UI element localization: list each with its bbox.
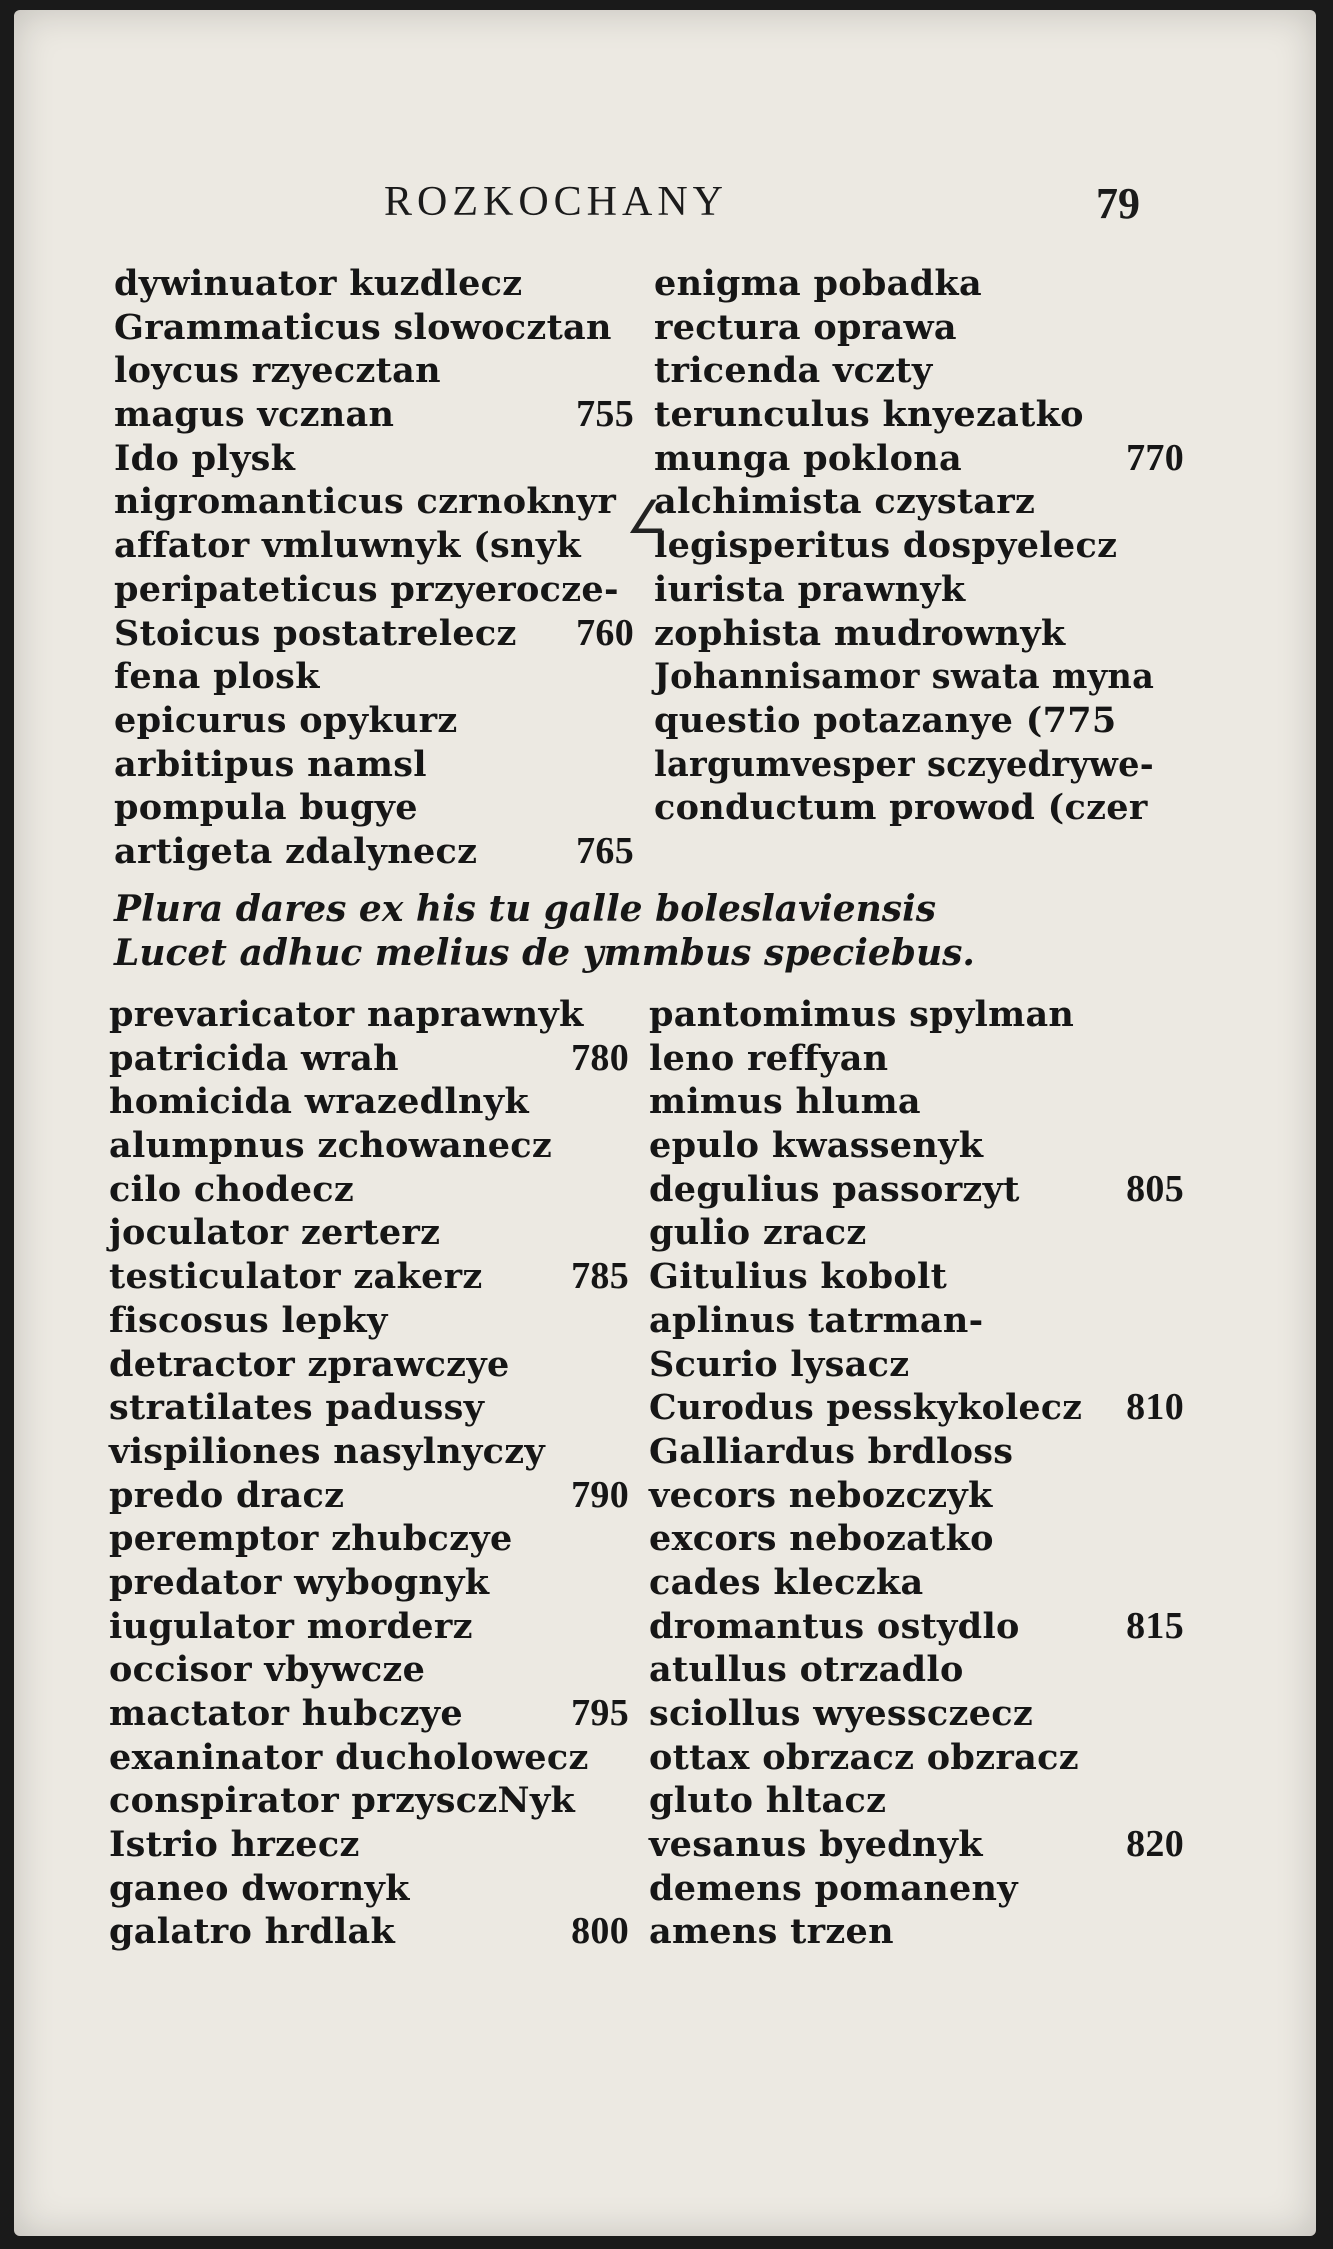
entry-text: joculator zerterz: [109, 1212, 441, 1254]
entry-text: pompula bugye: [114, 787, 418, 829]
glossary-entry: [109, 1386, 629, 1430]
line-number: 820: [1126, 1823, 1184, 1866]
entry-text: rectura oprawa: [654, 306, 957, 348]
entry-text: vecors nebozczyk: [649, 1474, 993, 1516]
entry-text: enigma pobadka: [654, 263, 982, 304]
glossary-entry: [654, 480, 1154, 524]
entry-text: prevaricator naprawnyk: [109, 994, 584, 1035]
glossary-entry: [114, 524, 634, 568]
glossary-entry: [649, 1386, 1184, 1430]
entry-text: artigeta zdalynecz: [114, 830, 478, 872]
glossary-entry: [114, 480, 634, 524]
entry-text: zophista mudrownyk: [654, 612, 1066, 654]
entry-text: magus vcznan: [114, 394, 395, 436]
glossary-entry: [649, 993, 1154, 1037]
glossary-entry: [109, 1430, 629, 1474]
glossary-entry: [654, 612, 1154, 656]
glossary-entry: [109, 1648, 629, 1692]
glossary-entry: [649, 1430, 1154, 1474]
block1-left-column: [114, 262, 634, 874]
line-number: 810: [1126, 1386, 1184, 1429]
entry-text: pantomimus spylman: [649, 994, 1075, 1035]
glossary-entry: [649, 1343, 1154, 1387]
entry-text: munga poklona: [654, 437, 962, 479]
glossary-entry: [649, 1648, 1154, 1692]
entry-text: epicurus opykurz: [114, 699, 458, 741]
page-header: [14, 178, 1316, 238]
running-head: ROZKOCHANY: [384, 179, 728, 225]
entry-text: iugulator morderz: [109, 1605, 473, 1647]
glossary-entry: [109, 1168, 629, 1212]
glossary-entry: [109, 993, 629, 1037]
entry-text: gluto hltacz: [649, 1780, 887, 1822]
entry-text: atullus otrzadlo: [649, 1649, 964, 1691]
glossary-entry: [109, 1211, 629, 1255]
glossary-entry: [649, 1474, 1154, 1518]
entry-text: epulo kwassenyk: [649, 1125, 984, 1167]
line-number: 805: [1126, 1167, 1184, 1210]
line-number: 795: [571, 1692, 629, 1734]
glossary-entry: [654, 262, 1154, 306]
entry-text: Galliardus brdloss: [649, 1430, 1014, 1472]
line-number: 815: [1126, 1604, 1184, 1647]
entry-text: affator vmluwnyk (snyk: [114, 525, 581, 567]
entry-text: gulio zracz: [649, 1212, 867, 1254]
line-number: 800: [571, 1910, 629, 1953]
glossary-entry: [649, 1867, 1154, 1911]
entry-text: ottax obrzacz obzracz: [649, 1736, 1079, 1778]
entry-text: mactator hubczye: [109, 1693, 463, 1734]
glossary-entry: [649, 1080, 1154, 1124]
glossary-entry: [114, 437, 634, 481]
line-number: 765: [576, 829, 634, 872]
ink-mark: ∠: [626, 490, 668, 544]
entry-text: predo dracz: [109, 1474, 345, 1516]
entry-text: demens pomaneny: [649, 1867, 1018, 1909]
entry-text: aplinus tatrman-: [649, 1299, 984, 1341]
glossary-entry: [114, 655, 634, 699]
entry-text: conspirator przysczNyk: [109, 1780, 576, 1822]
entry-text: Stoicus postatrelecz: [114, 612, 517, 654]
glossary-entry: [649, 1561, 1154, 1605]
glossary-entry: [649, 1692, 1154, 1736]
glossary-entry: [649, 1910, 1154, 1954]
glossary-entry: [114, 393, 634, 437]
entry-text: leno reffyan: [649, 1037, 889, 1079]
entry-text: dromantus ostydlo: [649, 1605, 1020, 1647]
entry-text: amens trzen: [649, 1911, 894, 1953]
glossary-entry: [109, 1299, 629, 1343]
block2-right-column: [649, 993, 1184, 1954]
entry-text: occisor vbywcze: [109, 1649, 426, 1691]
entry-text: Ido plysk: [114, 437, 296, 479]
glossary-entry: [109, 1867, 629, 1911]
line-number: 755: [576, 393, 634, 436]
entry-text: homicida wrazedlnyk: [109, 1081, 529, 1123]
line-number: 790: [571, 1473, 629, 1516]
glossary-entry: [109, 1605, 629, 1649]
entry-text: sciollus wyessczecz: [649, 1693, 1034, 1734]
entry-text: cilo chodecz: [109, 1168, 355, 1210]
glossary-entry: [649, 1299, 1154, 1343]
glossary-entry: [114, 699, 634, 743]
entry-text: Scurio lysacz: [649, 1343, 910, 1385]
glossary-entry: [109, 1823, 629, 1867]
entry-text: Gitulius kobolt: [649, 1256, 948, 1298]
glossary-entry: [114, 786, 634, 830]
verse-line: Plura dares ex his tu galle boleslaviensis: [114, 888, 937, 930]
entry-text: ganeo dwornyk: [109, 1867, 410, 1909]
glossary-entry: [654, 436, 1184, 481]
entry-text: detractor zprawczye: [109, 1343, 510, 1385]
line-number: 785: [571, 1255, 629, 1298]
glossary-entry: [114, 349, 634, 393]
entry-text: terunculus knyezatko: [654, 394, 1084, 436]
glossary-entry: [114, 830, 634, 874]
entry-text: fena plosk: [114, 656, 320, 698]
entry-text: Istrio hrzecz: [109, 1824, 360, 1866]
glossary-entry: [649, 1736, 1154, 1780]
entry-text: cades kleczka: [649, 1561, 924, 1603]
glossary-entry: [649, 1124, 1154, 1168]
glossary-entry: [109, 1474, 629, 1518]
glossary-entry: [114, 743, 634, 787]
entry-text: peremptor zhubczye: [109, 1518, 513, 1560]
glossary-entry: [109, 1037, 629, 1081]
glossary-entry: [649, 1779, 1154, 1823]
glossary-entry: [109, 1779, 629, 1823]
glossary-entry: [649, 1823, 1184, 1867]
glossary-entry: [109, 1692, 629, 1736]
entry-text: testiculator zakerz: [109, 1256, 483, 1298]
glossary-entry: [109, 1910, 629, 1954]
entry-text: degulius passorzyt: [649, 1168, 1020, 1210]
entry-text: Johannisamor swata myna: [654, 656, 1155, 698]
entry-text: questio potazanye (775: [654, 699, 1117, 741]
line-number: 770: [1126, 436, 1184, 479]
glossary-entry: [109, 1517, 629, 1561]
glossary-entry: [114, 306, 634, 350]
glossary-entry: [109, 1343, 629, 1387]
entry-text: fiscosus lepky: [109, 1299, 388, 1341]
glossary-entry: [649, 1167, 1184, 1212]
glossary-entry: [654, 568, 1154, 612]
entry-text: tricenda vczty: [654, 350, 933, 392]
entry-text: alumpnus zchowanecz: [109, 1125, 553, 1167]
glossary-entry: [109, 1080, 629, 1124]
entry-text: mimus hluma: [649, 1081, 921, 1123]
glossary-entry: [109, 1736, 629, 1780]
entry-text: vispiliones nasylnyczy: [109, 1430, 546, 1472]
block1-right-column: [654, 262, 1184, 830]
book-page: [14, 10, 1316, 2236]
entry-text: arbitipus namsl: [114, 743, 427, 785]
block2-left-column: [109, 993, 629, 1954]
glossary-entry: [654, 306, 1154, 350]
glossary-entry: [654, 699, 1154, 743]
glossary-entry: [654, 743, 1154, 787]
entry-text: exaninator ducholowecz: [109, 1736, 589, 1778]
latin-verse: [114, 887, 1214, 975]
entry-text: patricida wrah: [109, 1037, 399, 1079]
glossary-entry: [654, 349, 1154, 393]
entry-text: Grammaticus slowocztan: [114, 306, 612, 348]
entry-text: vesanus byednyk: [649, 1824, 983, 1866]
entry-text: conductum prowod (czer: [654, 787, 1148, 829]
glossary-entry: [654, 786, 1154, 830]
glossary-entry: [654, 524, 1154, 568]
entry-text: loycus rzyecztan: [114, 350, 441, 392]
glossary-entry: [649, 1517, 1154, 1561]
entry-text: excors nebozatko: [649, 1518, 994, 1560]
entry-text: legisperitus dospyelecz: [654, 525, 1118, 567]
glossary-entry: [649, 1255, 1154, 1299]
entry-text: dywinuator kuzdlecz: [114, 263, 523, 304]
entry-text: nigromanticus czrnoknyr: [114, 481, 617, 523]
page-number: 79: [1096, 179, 1140, 228]
glossary-entry: [114, 612, 634, 656]
glossary-entry: [109, 1561, 629, 1605]
entry-text: Curodus pesskykolecz: [649, 1387, 1083, 1429]
entry-text: galatro hrdlak: [109, 1911, 396, 1953]
line-number: 780: [571, 1036, 629, 1079]
entry-text: alchimista czystarz: [654, 481, 1036, 523]
entry-text: stratilates padussy: [109, 1387, 485, 1429]
glossary-entry: [649, 1037, 1154, 1081]
glossary-entry: [654, 655, 1154, 699]
verse-line: Lucet adhuc melius de ymmbus speciebus.: [114, 932, 975, 974]
glossary-entry: [109, 1124, 629, 1168]
glossary-entry: [109, 1255, 629, 1299]
entry-text: predator wybognyk: [109, 1561, 490, 1603]
glossary-entry: [649, 1604, 1184, 1649]
glossary-entry: [114, 568, 634, 612]
glossary-entry: [654, 393, 1154, 437]
line-number: 760: [576, 611, 634, 654]
glossary-entry: [114, 262, 634, 306]
entry-text: largumvesper sczyedrywe-: [654, 743, 1155, 785]
entry-text: peripateticus przyerocze-: [114, 568, 619, 610]
glossary-entry: [649, 1211, 1154, 1255]
entry-text: iurista prawnyk: [654, 568, 966, 610]
